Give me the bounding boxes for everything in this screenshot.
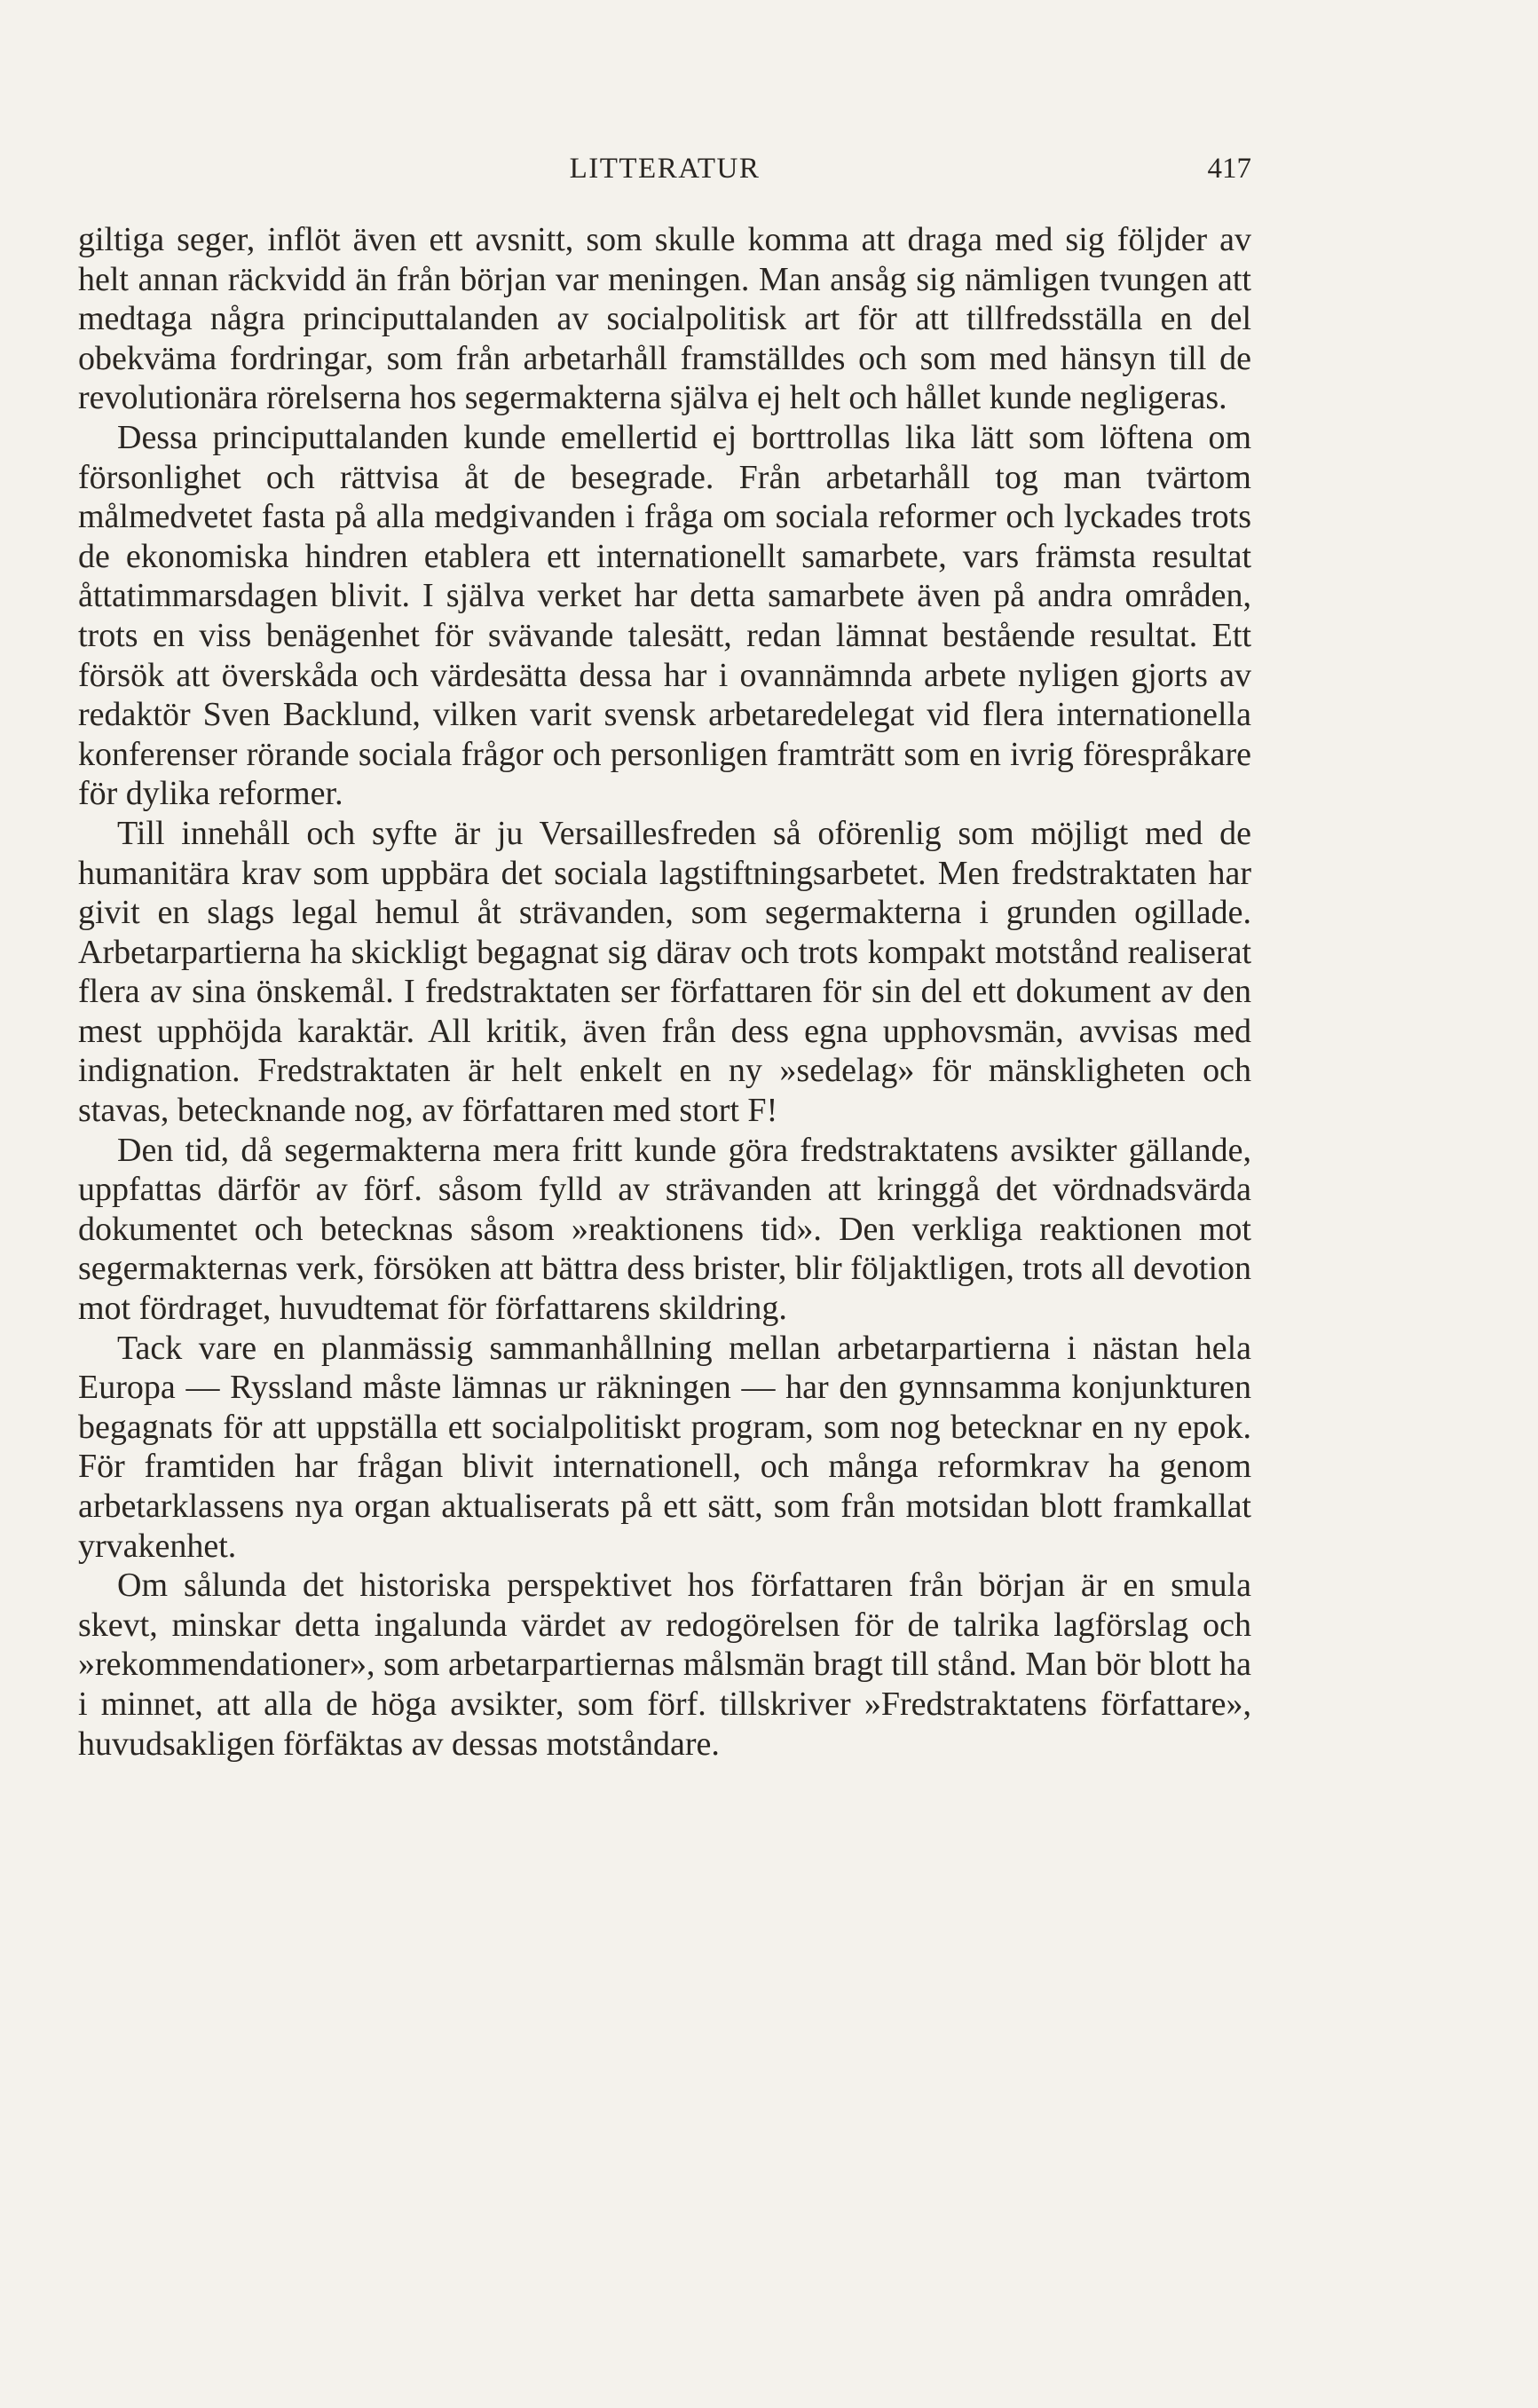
body-text xyxy=(78,220,1251,1764)
paragraph-4: Den tid, då segermakterna mera fritt kunde göra fredstraktatens avsikter gällande, uppfattas därför av förf. såsom fylld av strävanden att kringgå det vördnadsvärda dokumentet och betecknas såsom »reaktionens tid». Den verkliga reaktionen mot segermakternas verk, försöken att bättra dess brister, blir följaktligen, trots all devotion mot fördraget, huvudtemat för författarens skildring. xyxy=(78,1131,1251,1328)
paragraph-6: Om sålunda det historiska perspektivet hos författaren från början är en smula skevt, minskar detta ingalunda värdet av redogörelsen för de talrika lagförslag och »rekommendationer», som arbetarpartiernas målsmän bragt till stånd. Man bör blott ha i minnet, att alla de höga avsikter, som förf. tillskriver »Fredstraktatens författare», huvudsakligen förfäktas av dessas motståndare. xyxy=(78,1567,1251,1763)
paragraph-2: Dessa principuttalanden kunde emellertid ej borttrollas lika lätt som löftena om försonlighet och rättvisa åt de besegrade. Från arbetarhåll tog man tvärtom målmedvetet fasta på alla medgivanden i fråga om sociala reformer och lyckades trots de ekonomiska hindren etablera ett internationellt samarbete, vars främsta resultat åttatimmarsdagen blivit. I själva verket har detta samarbete även på andra områden, trots en viss benägenhet för svävande talesätt, redan lämnat bestående resultat. Ett försök att överskåda och värdesätta dessa har i ovannämnda arbete nyligen gjorts av redaktör Sven Backlund, vilken varit svensk arbetaredelegat vid flera internationella konferenser rörande sociala frågor och personligen framträtt som en ivrig förespråkare för dylika reformer. xyxy=(78,418,1251,813)
paragraph-1: giltiga seger, inflöt även ett avsnitt, som skulle komma att draga med sig följder av helt annan räckvidd än från början var meningen. Man ansåg sig nämligen tvungen att medtaga några principuttalanden av socialpolitisk art för att tillfredsställa en del obekväma fordringar, som från arbetarhåll framställdes och som med hänsyn till de revolutionära rörelserna hos segermakterna själva ej helt och hållet kunde negligeras. xyxy=(78,221,1251,417)
paragraph-3: Till innehåll och syfte är ju Versaillesfreden så oförenlig som möjligt med de humanitära krav som uppbära det sociala lagstiftningsarbetet. Men fredstraktaten har givit en slags legal hemul åt strävanden, som segermakterna i grunden ogillade. Arbetarpartierna ha skickligt begagnat sig därav och trots kompakt motstånd realiserat flera av sina önskemål. I fredstraktaten ser författaren för sin del ett dokument av den mest upphöjda karaktär. All kritik, även från dess egna upphovsmän, avvisas med indignation. Fredstraktaten är helt enkelt en ny »sedelag» för mänskligheten och stavas, betecknande nog, av författaren med stort F! xyxy=(78,814,1251,1130)
paragraph-5: Tack vare en planmässig sammanhållning mellan arbetarpartierna i nästan hela Europa — Ryssland måste lämnas ur räkningen — har den gynnsamma konjunkturen begagnats för att uppställa ett socialpolitiskt program, som nog betecknar en ny epok. För framtiden har frågan blivit internationell, och många reformkrav ha genom arbetarklassens nya organ aktualiserats på ett sätt, som från motsidan blott framkallat yrvakenhet. xyxy=(78,1329,1251,1565)
running-title: LITTERATUR xyxy=(569,153,761,185)
page-number: 417 xyxy=(1207,153,1251,185)
page-header xyxy=(78,153,1251,197)
